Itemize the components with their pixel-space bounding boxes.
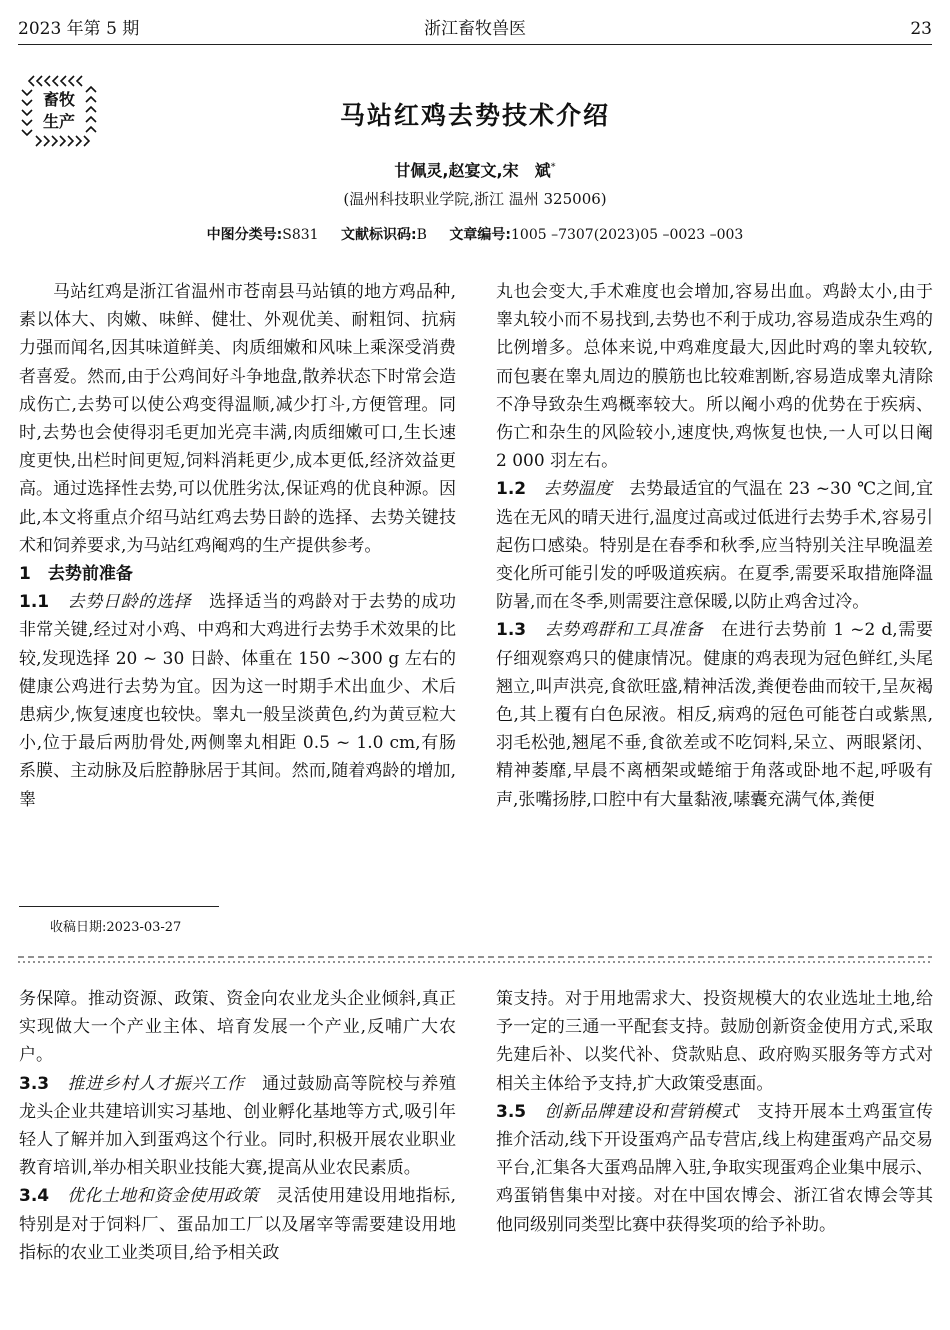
subsection-3-4 [19,1182,456,1267]
subsection-1-3-title: 去势鸡群和工具准备 [544,620,704,641]
logo-line-2: 生产 [42,112,75,131]
subsection-1-2 [496,475,933,616]
section-1-heading: 1 去势前准备 [19,564,133,585]
running-header [18,14,932,45]
column-upper-right [496,278,933,814]
subsection-1-1-number: 1.1 [19,592,50,613]
subsection-3-5 [496,1098,933,1239]
received-date: 收稿日期:2023-03-27 [50,920,182,935]
subsection-3-5-number: 3.5 [496,1101,527,1122]
subsection-3-3-text: 通过鼓励高等院校与养殖龙头企业共建培训实习基地、创业孵化基地等方式,吸引年轻人了解并加入到蛋鸡这个行业。同时,积极开展农业职业教育培训,举办相关职业技能大赛,提高从业农民素质。 [19,1073,457,1179]
subsection-3-3-title: 推进乡村人才振兴工作 [67,1073,245,1094]
article-title: 马站红鸡去势技术介绍 [339,101,610,130]
clc-label: 中图分类号: [206,227,283,243]
continued-paragraph: 丸也会变大,手术难度也会增加,容易出血。鸡龄太小,由于睾丸较小而不易找到,去势也不利于成功,容易造成杂生鸡的比例增多。总体来说,中鸡难度最大,因此时鸡的睾丸较软,而包裹在睾丸周边的膜筋也比较难割断,容易造成睾丸清除不净导致杂生鸡概率较大。所以阉小鸡的优势在于疾病、伤亡和杂生的风险较小,速度快,鸡恢复也快,一人可以日阉 2 000 羽左右。 [496,282,933,472]
subsection-3-3-number: 3.3 [19,1073,50,1094]
page-number: 23 [910,19,932,39]
column-lower-left [19,985,456,1267]
journal-name: 浙江畜牧兽医 [424,19,526,39]
subsection-1-1 [19,588,456,814]
lower-right-continued-paragraph: 策支持。对于用地需求大、投资规模大的农业选址土地,给予一定的三通一平配套支持。鼓励创新资金使用方式,采取先建后补、以奖代补、贷款贴息、政府购买服务等方式对相关主体给予支持,扩大政策受惠面。 [496,989,933,1094]
issue-label: 2023 年第 5 期 [18,19,140,39]
lower-continued-paragraph: 务保障。推动资源、政策、资金向农业龙头企业倾斜,真正实现做大一个产业主体、培育发展一个产业,反哺广大农户。 [19,989,456,1066]
logo-line-1: 畜牧 [42,90,75,109]
article-divider [18,955,932,965]
subsection-3-5-title: 创新品牌建设和营销模式 [544,1101,740,1122]
subsection-3-4-title: 优化土地和资金使用政策 [67,1186,259,1207]
corresponding-author-mark: * [550,161,556,173]
subsection-1-3-number: 1.3 [496,620,527,641]
column-lower-right [496,985,933,1239]
footnote-rule [19,906,219,907]
author-line [0,158,950,181]
subsection-3-5-text: 支持开展本土鸡蛋宣传推介活动,线下开设蛋鸡产品专营店,线上构建蛋鸡产品交易平台,汇集各大蛋鸡品牌入驻,争取实现蛋鸡企业集中展示、鸡蛋销售集中对接。对在中国农博会、浙江省农博会等其他同级别同类型比赛中获得奖项的给予补助。 [496,1101,934,1235]
article-no-label: 文章编号: [449,227,511,243]
subsection-3-4-text: 灵活使用建设用地指标,特别是对于饲料厂、蛋品加工厂以及屠宰等需要建设用地指标的农业工业类项目,给予相关政 [19,1186,457,1263]
subsection-1-2-text: 去势最适宜的气温在 23 ~30 ℃之间,宜选在无风的晴天进行,温度过高或过低进行去势手术,容易引起伤口感染。特别是在春季和秋季,应当特别关注早晚温差变化所可能引发的呼吸道疾病。在夏季,需要采取措施降温防暑,而在冬季,则需要注意保暖,以防止鸡舍过冷。 [496,479,934,613]
subsection-3-3 [19,1070,456,1183]
clc-value: S831 [282,227,319,243]
subsection-1-3-text: 在进行去势前 1 ~2 d,需要仔细观察鸡只的健康情况。健康的鸡表现为冠色鲜红,头尾翘立,叫声洪亮,食欲旺盛,精神活泼,粪便卷曲而较干,呈灰褐色,其上覆有白色尿液。相反,病鸡的冠色可能苍白或紫黑,羽毛松弛,翘尾不垂,食欲差或不吃饲料,呆立、两眼紧闭、精神萎靡,早晨不离栖架或蜷缩于角落或卧地不起,呼吸有声,张嘴扬脖,口腔中有大量黏液,嗉囊充满气体,粪便 [496,620,934,810]
subsection-3-4-number: 3.4 [19,1186,50,1207]
intro-paragraph: 马站红鸡是浙江省温州市苍南县马站镇的地方鸡品种,素以体大、肉嫩、味鲜、健壮、外观优美、耐粗饲、抗病力强而闻名,因其味道鲜美、肉质细嫩和风味上乘深受消费者喜爱。然而,由于公鸡间好斗争地盘,散养状态下时常会造成伤亡,去势可以使公鸡变得温顺,减少打斗,方便管理。同时,去势也会使得羽毛更加光亮丰满,肉质细嫩可口,生长速度更快,出栏时间更短,饲料消耗更少,成本更低,经济效益更高。通过选择性去势,可以优胜劣汰,保证鸡的优良种源。因此,本文将重点介绍马站红鸡去势日龄的选择、去势关键技术和饲养要求,为马站红鸡阉鸡的生产提供参考。 [19,282,456,556]
classification-line [0,224,950,244]
subsection-1-2-title: 去势温度 [543,479,612,500]
subsection-1-2-number: 1.2 [496,479,527,500]
subsection-1-1-title: 去势日龄的选择 [67,592,192,613]
subsection-1-3 [496,616,933,813]
article-no-value: 1005 –7307(2023)05 –0023 –003 [511,227,744,243]
column-upper-left [19,278,456,814]
subsection-1-1-text: 选择适当的鸡龄对于去势的成功非常关键,经过对小鸡、中鸡和大鸡进行去势手术效果的比较,发现选择 20 ~ 30 日龄、体重在 150 ~300 g 左右的健康公鸡进行去势为宜。因为这一时期手术出血少、术后患病少,恢复速度也较快。睾丸一般呈淡黄色,约为黄豆粒大小,位于最后两肋骨处,两侧睾丸相距 0.5 ~ 1.0 cm,有肠系膜、主动脉及后腔静脉居于其间。然而,随着鸡龄的增加,睾 [19,592,457,810]
doc-code-label: 文献标识码: [341,227,417,243]
affiliation: (温州科技职业学院,浙江 温州 325006) [343,190,607,208]
doc-code-value: B [416,227,427,243]
authors: 甘佩灵,赵宴文,宋 斌 [394,161,551,180]
